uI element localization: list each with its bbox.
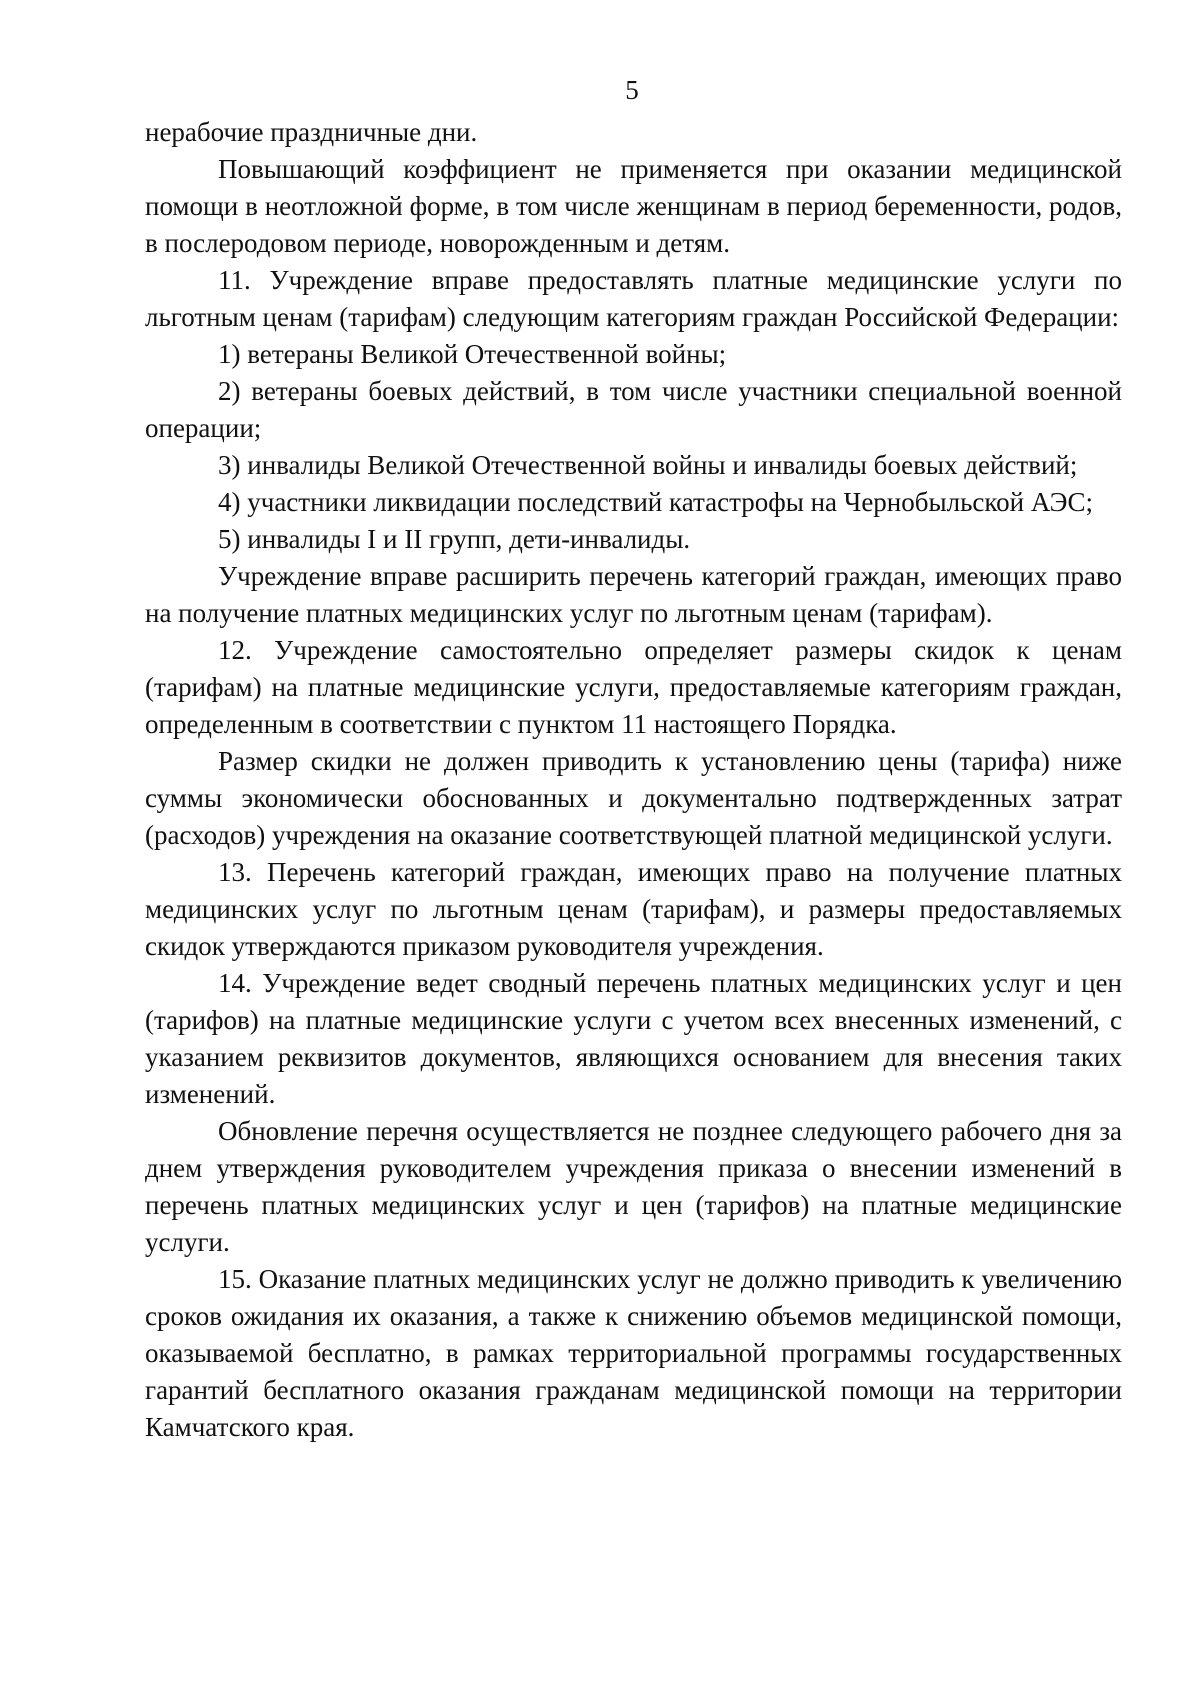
- list-item-3: 3) инвалиды Великой Отечественной войны и инвалиды боевых действий;: [218, 450, 1078, 480]
- paragraph-item-14: 14. Учреждение ведет сводный перечень платных медицинских услуг и цен (тарифов) на платные медицинские услуги с учетом всех внесенных изменений, с указанием реквизитов документов, являющихся основанием для внесения таких изменений.: [145, 968, 1122, 1109]
- paragraph-item-12: 12. Учреждение самостоятельно определяет размеры скидок к ценам (тарифам) на платные медицинские услуги, предоставляемые категориям граждан, определенным в соответствии с пунктом 11 настоящего Порядка.: [145, 635, 1122, 739]
- page-number: 5: [625, 75, 639, 105]
- document-body: [145, 114, 1122, 1446]
- list-item-5: 5) инвалиды I и II групп, дети-инвалиды.: [218, 524, 691, 554]
- list-item-4: 4) участники ликвидации последствий катастрофы на Чернобыльской АЭС;: [218, 487, 1094, 517]
- paragraph-continuation: нерабочие праздничные дни.: [145, 117, 478, 147]
- paragraph-coefficient: Повышающий коэффициент не применяется при оказании медицинской помощи в неотложной форме, в том числе женщинам в период беременности, родов, в послеродовом периоде, новорожденным и детям.: [145, 154, 1122, 258]
- paragraph-discount-size: Размер скидки не должен приводить к установлению цены (тарифа) ниже суммы экономически обоснованных и документально подтвержденных затрат (расходов) учреждения на оказание соответствующей платной медицинской услуги.: [145, 746, 1122, 850]
- paragraph-item-15: 15. Оказание платных медицинских услуг не должно приводить к увеличению сроков ожидания их оказания, а также к снижению объемов медицинской помощи, оказываемой бесплатно, в рамках территориальной программы государственных гарантий бесплатного оказания гражданам медицинской помощи на территории Камчатского края.: [145, 1264, 1122, 1442]
- paragraph-item-13: 13. Перечень категорий граждан, имеющих право на получение платных медицинских услуг по льготным ценам (тарифам), и размеры предоставляемых скидок утверждаются приказом руководителя учреждения.: [145, 857, 1122, 961]
- list-item-2: 2) ветераны боевых действий, в том числе участники специальной военной операции;: [145, 376, 1122, 443]
- paragraph-item-11: 11. Учреждение вправе предоставлять платные медицинские услуги по льготным ценам (тарифам) следующим категориям граждан Российской Федерации:: [145, 265, 1122, 332]
- paragraph-extend-list: Учреждение вправе расширить перечень категорий граждан, имеющих право на получение платных медицинских услуг по льготным ценам (тарифам).: [145, 561, 1122, 628]
- paragraph-update-list: Обновление перечня осуществляется не позднее следующего рабочего дня за днем утверждения руководителем учреждения приказа о внесении изменений в перечень платных медицинских услуг и цен (тарифов) на платные медицинские услуги.: [145, 1116, 1122, 1257]
- list-item-1: 1) ветераны Великой Отечественной войны;: [218, 339, 727, 369]
